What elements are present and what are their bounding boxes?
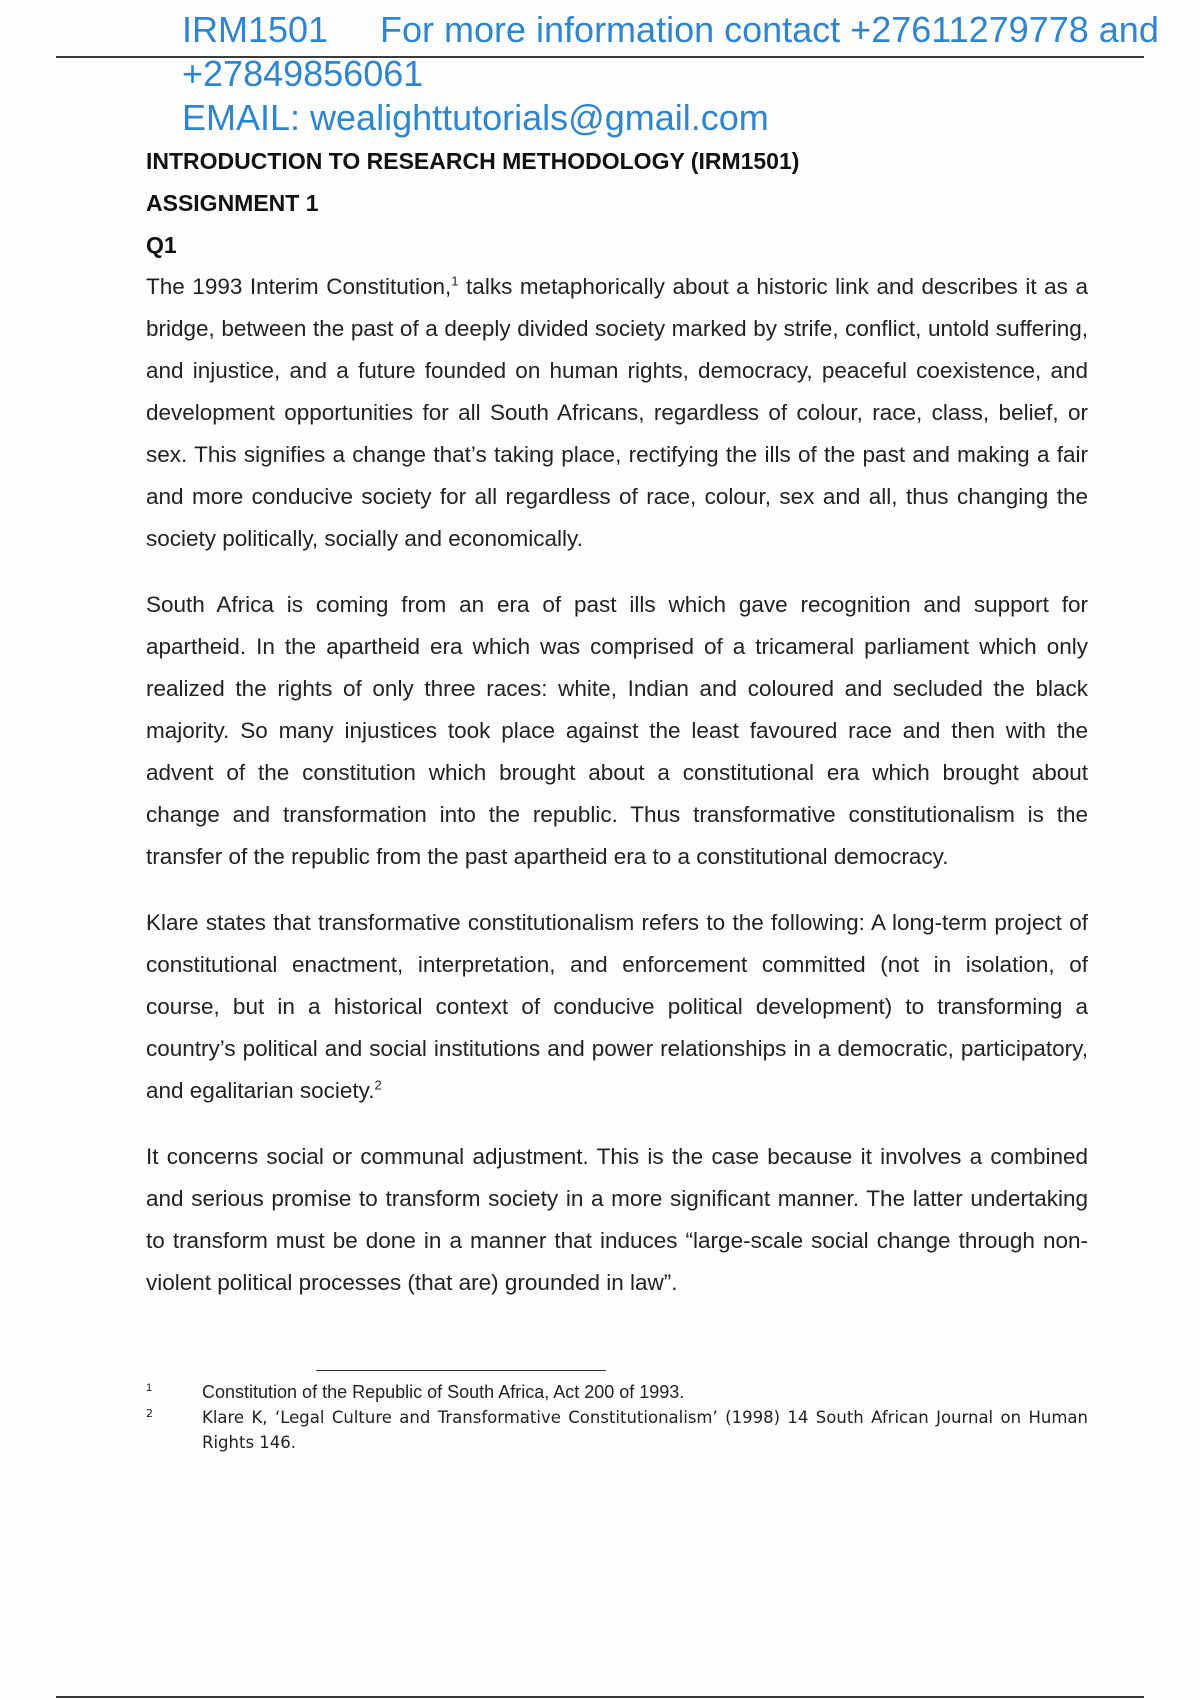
footnote-2-text: Klare K, ‘Legal Culture and Transformative Constitutionalism’ (1998) 14 South African Journal on Human Rights 146. <box>202 1408 1088 1452</box>
paragraph-1 <box>146 266 1088 560</box>
question-label: Q1 <box>146 232 177 258</box>
paragraph-4: It concerns social or communal adjustment. This is the case because it involves a combined and serious promise to transform society in a more significant manner. The latter undertaking to transform must be done in a manner that induces “large-scale social change through non-violent political processes (that are) grounded in law”. <box>146 1144 1088 1295</box>
paragraph-2: South Africa is coming from an era of past ills which gave recognition and support for apartheid. In the apartheid era which was comprised of a tricameral parliament which only realized the rights of only three races: white, Indian and coloured and secluded the black majority. So many injustices took place against the least favoured race and then with the advent of the constitution which brought about a constitutional era which brought about change and transformation into the republic. Thus transformative constitutionalism is the transfer of the republic from the past apartheid era to a constitutional democracy. <box>146 592 1088 869</box>
document-title: INTRODUCTION TO RESEARCH METHODOLOGY (IRM1501) <box>146 148 800 174</box>
document-body <box>146 140 1088 1328</box>
header-phone-2: +27849856061 <box>182 53 424 94</box>
footnote-ref-1: 1 <box>451 273 459 289</box>
footnotes <box>146 1380 1088 1455</box>
footnote-2 <box>146 1405 1088 1455</box>
paragraph-3-text: Klare states that transformative constitutionalism refers to the following: A long-term project of constitutional enactment, interpretation, and enforcement committed (not in isolation, of course, but in a historical context of conducive political development) to transforming a country’s political and social institutions and power relationships in a democratic, participatory, and egalitarian society. <box>146 910 1088 1103</box>
paragraph-3 <box>146 902 1088 1112</box>
assignment-label: ASSIGNMENT 1 <box>146 190 319 216</box>
footnote-2-number: 2 <box>146 1407 153 1420</box>
footnote-1-text: Constitution of the Republic of South Africa, Act 200 of 1993. <box>202 1382 685 1402</box>
paragraph-1-start: The 1993 Interim Constitution, <box>146 274 452 299</box>
footnote-ref-2: 2 <box>374 1077 382 1093</box>
header-course-code: IRM1501 <box>182 9 329 50</box>
paragraph-1-rest: talks metaphorically about a historic link and describes it as a bridge, between the past of a deeply divided society marked by strife, conflict, untold suffering, and injustice, and a future founded on human rights, democracy, peaceful coexistence, and development opportunities for all South Africans, regardless of colour, race, class, belief, or sex. This signifies a change that’s taking place, rectifying the ills of the past and making a fair and more conducive society for all regardless of race, colour, sex and all, thus changing the society politically, socially and economically. <box>146 274 1088 551</box>
footnote-separator <box>316 1370 606 1371</box>
footer-rule <box>56 1696 1144 1698</box>
footnote-1 <box>146 1380 1088 1405</box>
header-email: EMAIL: wealighttutorials@gmail.com <box>182 97 769 138</box>
footnote-1-number: 1 <box>146 1382 153 1394</box>
header-contact-text: For more information contact +27611279778 and <box>380 9 1159 50</box>
